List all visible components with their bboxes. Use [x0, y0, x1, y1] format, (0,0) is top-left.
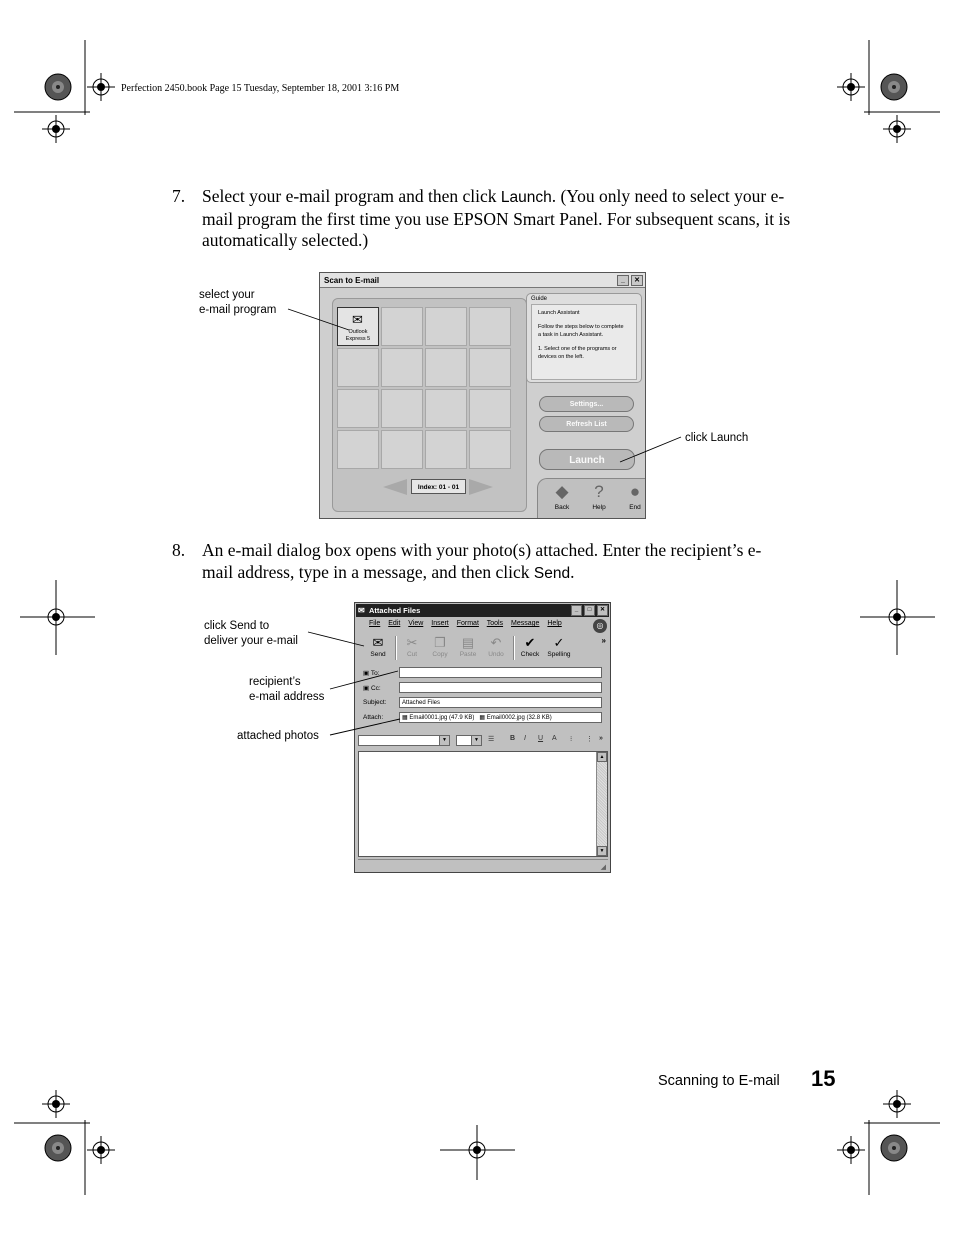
end-icon: ●: [629, 482, 641, 501]
step-text: An e-mail dialog box opens with your photo(s) attached. Enter the recipient’s e-mail address, type in a message, and then click Send.: [202, 540, 762, 582]
help-button[interactable]: ? Help: [582, 481, 616, 513]
program-cell[interactable]: [469, 348, 511, 387]
spelling-icon: ✓: [553, 635, 565, 650]
guide-panel: [526, 293, 642, 383]
image-file-icon: ▦: [479, 715, 487, 721]
attachment-item[interactable]: ▦ Email0002.jpg (32.8 KB): [479, 715, 552, 721]
to-input[interactable]: [399, 667, 602, 678]
running-head: Perfection 2450.book Page 15 Tuesday, September 18, 2001 3:16 PM: [121, 83, 400, 94]
cc-label[interactable]: ▣ Cc:: [363, 685, 381, 692]
scroll-down-icon[interactable]: ▼: [597, 846, 607, 856]
spelling-button[interactable]: ✓ Spelling: [545, 634, 573, 658]
callout-select-program: select your e-mail program: [199, 289, 277, 316]
settings-button[interactable]: Settings...: [539, 396, 634, 412]
scissors-icon: ✂: [406, 635, 418, 650]
check-names-icon: ✔: [524, 635, 536, 650]
to-label[interactable]: ▣ To:: [363, 670, 380, 677]
program-cell[interactable]: [381, 430, 423, 469]
copy-icon: ❐: [434, 635, 446, 650]
menu-bar: [369, 620, 568, 627]
check-button[interactable]: ✔ Check: [516, 634, 544, 658]
paste-button[interactable]: ▤ Paste: [454, 634, 482, 658]
chapter-title: Scanning to E-mail: [658, 1073, 780, 1089]
cut-button[interactable]: ✂ Cut: [398, 634, 426, 658]
font-color-icon[interactable]: A: [552, 735, 557, 742]
resize-grip-icon[interactable]: ◢: [600, 864, 606, 871]
callout-attached-photos: attached photos: [237, 730, 319, 742]
undo-button[interactable]: ↶ Undo: [482, 634, 510, 658]
italic-icon[interactable]: I: [524, 735, 526, 742]
attach-label: Attach:: [363, 714, 384, 721]
bold-icon[interactable]: B: [510, 735, 516, 742]
program-cell[interactable]: [425, 430, 467, 469]
program-cell[interactable]: [469, 430, 511, 469]
guide-label: Guide: [531, 296, 548, 302]
windows-logo-icon: ◎: [593, 619, 607, 633]
previous-page-arrow-icon[interactable]: [383, 479, 407, 495]
guide-text-box: [531, 304, 637, 380]
program-cell[interactable]: [425, 389, 467, 428]
guide-heading: Launch Assistant: [538, 310, 580, 316]
image-file-icon: ▦: [402, 715, 410, 721]
window-titlebar: [356, 604, 609, 617]
step-number: 8.: [172, 540, 186, 560]
guide-text: Follow the steps below to complete a task in Launch Assistant.: [538, 324, 624, 338]
program-cell[interactable]: [337, 348, 379, 387]
toolbar-separator: [513, 636, 515, 660]
format-overflow-icon[interactable]: »: [599, 735, 603, 742]
menu-help[interactable]: Help: [547, 620, 562, 627]
step-number: 7.: [172, 186, 186, 206]
program-cell[interactable]: [381, 389, 423, 428]
paste-icon: ▤: [461, 635, 475, 650]
program-cell[interactable]: [337, 389, 379, 428]
end-button[interactable]: ● End: [618, 481, 646, 513]
program-cell[interactable]: [425, 348, 467, 387]
message-icon: ✉: [358, 606, 365, 615]
step-text: Select your e-mail program and then click Launch. (You only need to select your e-mail program the first time you use EPSON Smart Panel. For subsequent scans, it is automatically selected.): [202, 186, 791, 250]
ui-term: Send: [533, 564, 571, 582]
scroll-up-icon[interactable]: ▲: [597, 752, 607, 762]
ui-term: Launch: [500, 189, 552, 206]
menu-message[interactable]: Message: [511, 620, 540, 627]
launch-button[interactable]: Launch: [539, 449, 635, 470]
attach-field[interactable]: [399, 712, 602, 723]
address-book-icon: ▣: [363, 670, 371, 677]
toolbar-overflow-icon[interactable]: »: [601, 636, 606, 645]
address-book-icon: ▣: [363, 685, 371, 692]
menu-format[interactable]: Format: [456, 620, 479, 627]
help-icon: ?: [594, 482, 604, 501]
send-button[interactable]: ✉ Send: [364, 634, 392, 658]
maximize-button[interactable]: □: [584, 605, 595, 616]
format-toolbar: [358, 734, 608, 748]
nav-bar: [537, 478, 646, 519]
program-grid-panel: [332, 298, 527, 512]
bullet-list-icon[interactable]: ⋮: [586, 736, 593, 743]
guide-step: 1. Select one of the programs or devices on the left.: [538, 346, 617, 360]
cc-input[interactable]: [399, 682, 602, 693]
copy-button[interactable]: ❐ Copy: [426, 634, 454, 658]
index-indicator: Index: 01 - 01: [411, 479, 466, 494]
close-button[interactable]: ✕: [631, 275, 643, 286]
menu-view[interactable]: View: [408, 620, 424, 627]
program-label: Outlook Express 5: [345, 329, 371, 342]
attached-files-message-window: [354, 602, 611, 873]
program-cell[interactable]: [337, 430, 379, 469]
back-button[interactable]: ◆ Back: [545, 481, 579, 513]
program-grid: [337, 307, 511, 469]
subject-label: Subject:: [363, 699, 387, 706]
send-icon: ✉: [372, 635, 384, 650]
program-cell[interactable]: [381, 348, 423, 387]
subject-input[interactable]: Attached Files: [399, 697, 602, 708]
undo-icon: ↶: [490, 635, 502, 650]
email-program-icon: ✉: [352, 312, 363, 327]
menu-insert[interactable]: Insert: [431, 620, 449, 627]
underline-icon[interactable]: U: [538, 735, 544, 742]
toolbar-separator: [395, 636, 397, 660]
program-cell[interactable]: [469, 389, 511, 428]
chevron-down-icon: ▼: [471, 736, 481, 745]
window-title: Attached Files: [369, 606, 421, 615]
next-page-arrow-icon[interactable]: [469, 479, 493, 495]
back-icon: ◆: [555, 482, 569, 501]
program-cell[interactable]: [469, 307, 511, 346]
program-cell[interactable]: [425, 307, 467, 346]
callout-recipient: recipient’s e-mail address: [249, 676, 325, 703]
minimize-button[interactable]: _: [617, 275, 629, 286]
program-cell-outlook-express[interactable]: [337, 307, 379, 346]
scan-to-email-window: [319, 272, 646, 519]
numbered-list-icon[interactable]: ⁝: [570, 736, 573, 743]
minimize-button[interactable]: _: [571, 605, 582, 616]
paragraph-style-icon[interactable]: ☰: [488, 736, 495, 743]
program-cell[interactable]: [381, 307, 423, 346]
window-titlebar: [320, 273, 645, 288]
callout-click-launch: click Launch: [685, 432, 749, 444]
callout-click-send: click Send to deliver your e-mail: [204, 620, 298, 647]
page-number: 15: [811, 1066, 836, 1091]
chevron-down-icon: ▼: [439, 736, 449, 745]
vertical-scrollbar[interactable]: [596, 752, 607, 856]
message-body[interactable]: [358, 751, 608, 857]
close-button[interactable]: ✕: [597, 605, 608, 616]
font-select[interactable]: [358, 735, 450, 746]
status-bar: [358, 859, 608, 871]
menu-file[interactable]: File: [369, 620, 381, 627]
menu-edit[interactable]: Edit: [388, 620, 401, 627]
attachment-item[interactable]: ▦ Email0001.jpg (47.9 KB): [402, 715, 475, 721]
refresh-list-button[interactable]: Refresh List: [539, 416, 634, 432]
font-size-select[interactable]: [456, 735, 482, 746]
window-title: Scan to E-mail: [324, 276, 380, 285]
menu-tools[interactable]: Tools: [486, 620, 504, 627]
